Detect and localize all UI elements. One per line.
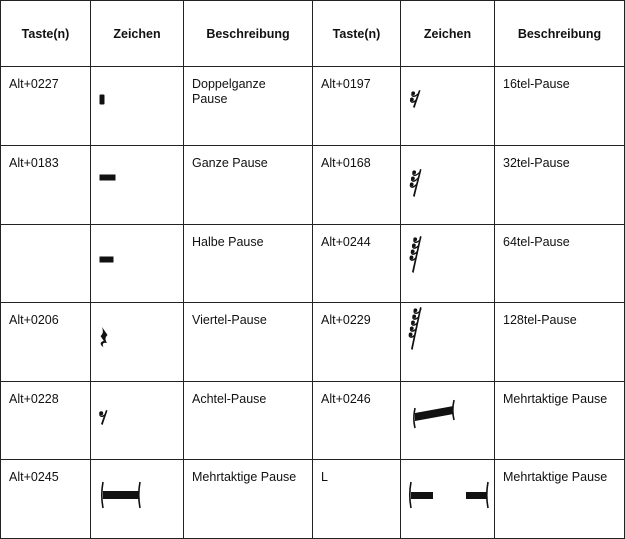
key-cell: L (313, 460, 401, 539)
description-cell: Mehrtaktige Pause (495, 382, 625, 460)
multi-measure-rest-split-icon (401, 460, 495, 528)
key-cell: Alt+0228 (1, 382, 91, 460)
description-cell: Achtel-Pause (184, 382, 313, 460)
description-cell: Viertel-Pause (184, 303, 313, 382)
header-row (1, 1, 625, 67)
key-cell: Alt+0245 (1, 460, 91, 539)
header-key-right: Taste(n) (313, 1, 401, 67)
key-cell: Alt+0244 (313, 225, 401, 303)
table-row (1, 146, 625, 225)
description-cell: 32tel-Pause (495, 146, 625, 225)
symbol-cell (401, 303, 495, 382)
description-cell: 16tel-Pause (495, 67, 625, 146)
thirty-second-rest-icon (401, 146, 495, 214)
symbol-cell (91, 146, 184, 225)
half-rest-icon (91, 225, 184, 292)
description-cell: 64tel-Pause (495, 225, 625, 303)
quarter-rest-icon (91, 303, 184, 371)
hundred-twenty-eighth-rest-icon (401, 303, 495, 371)
multi-measure-rest-icon (401, 382, 495, 449)
key-cell: Alt+0168 (313, 146, 401, 225)
symbol-cell (401, 460, 495, 539)
table-row (1, 460, 625, 539)
key-cell: Alt+0206 (1, 303, 91, 382)
table-row (1, 225, 625, 303)
key-cell: Alt+0227 (1, 67, 91, 146)
header-description-right: Beschreibung (495, 1, 625, 67)
symbol-cell (91, 303, 184, 382)
multi-measure-rest-icon (91, 460, 184, 528)
description-cell: Ganze Pause (184, 146, 313, 225)
key-cell: Alt+0183 (1, 146, 91, 225)
key-cell (1, 225, 91, 303)
symbol-cell (91, 382, 184, 460)
table-row (1, 303, 625, 382)
description-cell: Halbe Pause (184, 225, 313, 303)
symbol-cell (401, 382, 495, 460)
symbol-cell (91, 225, 184, 303)
key-cell: Alt+0229 (313, 303, 401, 382)
symbol-cell (401, 146, 495, 225)
table-row (1, 382, 625, 460)
symbol-cell (91, 460, 184, 539)
description-cell: Doppelganze Pause (184, 67, 313, 146)
header-description-left: Beschreibung (184, 1, 313, 67)
description-cell: 128tel-Pause (495, 303, 625, 382)
header-symbol-left: Zeichen (91, 1, 184, 67)
symbol-cell (401, 67, 495, 146)
eighth-rest-icon (91, 382, 184, 449)
double-whole-rest-icon (91, 67, 184, 135)
sixty-fourth-rest-icon (401, 225, 495, 292)
table-row (1, 67, 625, 146)
key-cell: Alt+0246 (313, 382, 401, 460)
header-key-left: Taste(n) (1, 1, 91, 67)
key-cell: Alt+0197 (313, 67, 401, 146)
sixteenth-rest-icon (401, 67, 495, 135)
header-symbol-right: Zeichen (401, 1, 495, 67)
whole-rest-icon (91, 146, 184, 214)
symbol-cell (91, 67, 184, 146)
symbol-cell (401, 225, 495, 303)
description-cell: Mehrtaktige Pause (184, 460, 313, 539)
description-cell: Mehrtaktige Pause (495, 460, 625, 539)
